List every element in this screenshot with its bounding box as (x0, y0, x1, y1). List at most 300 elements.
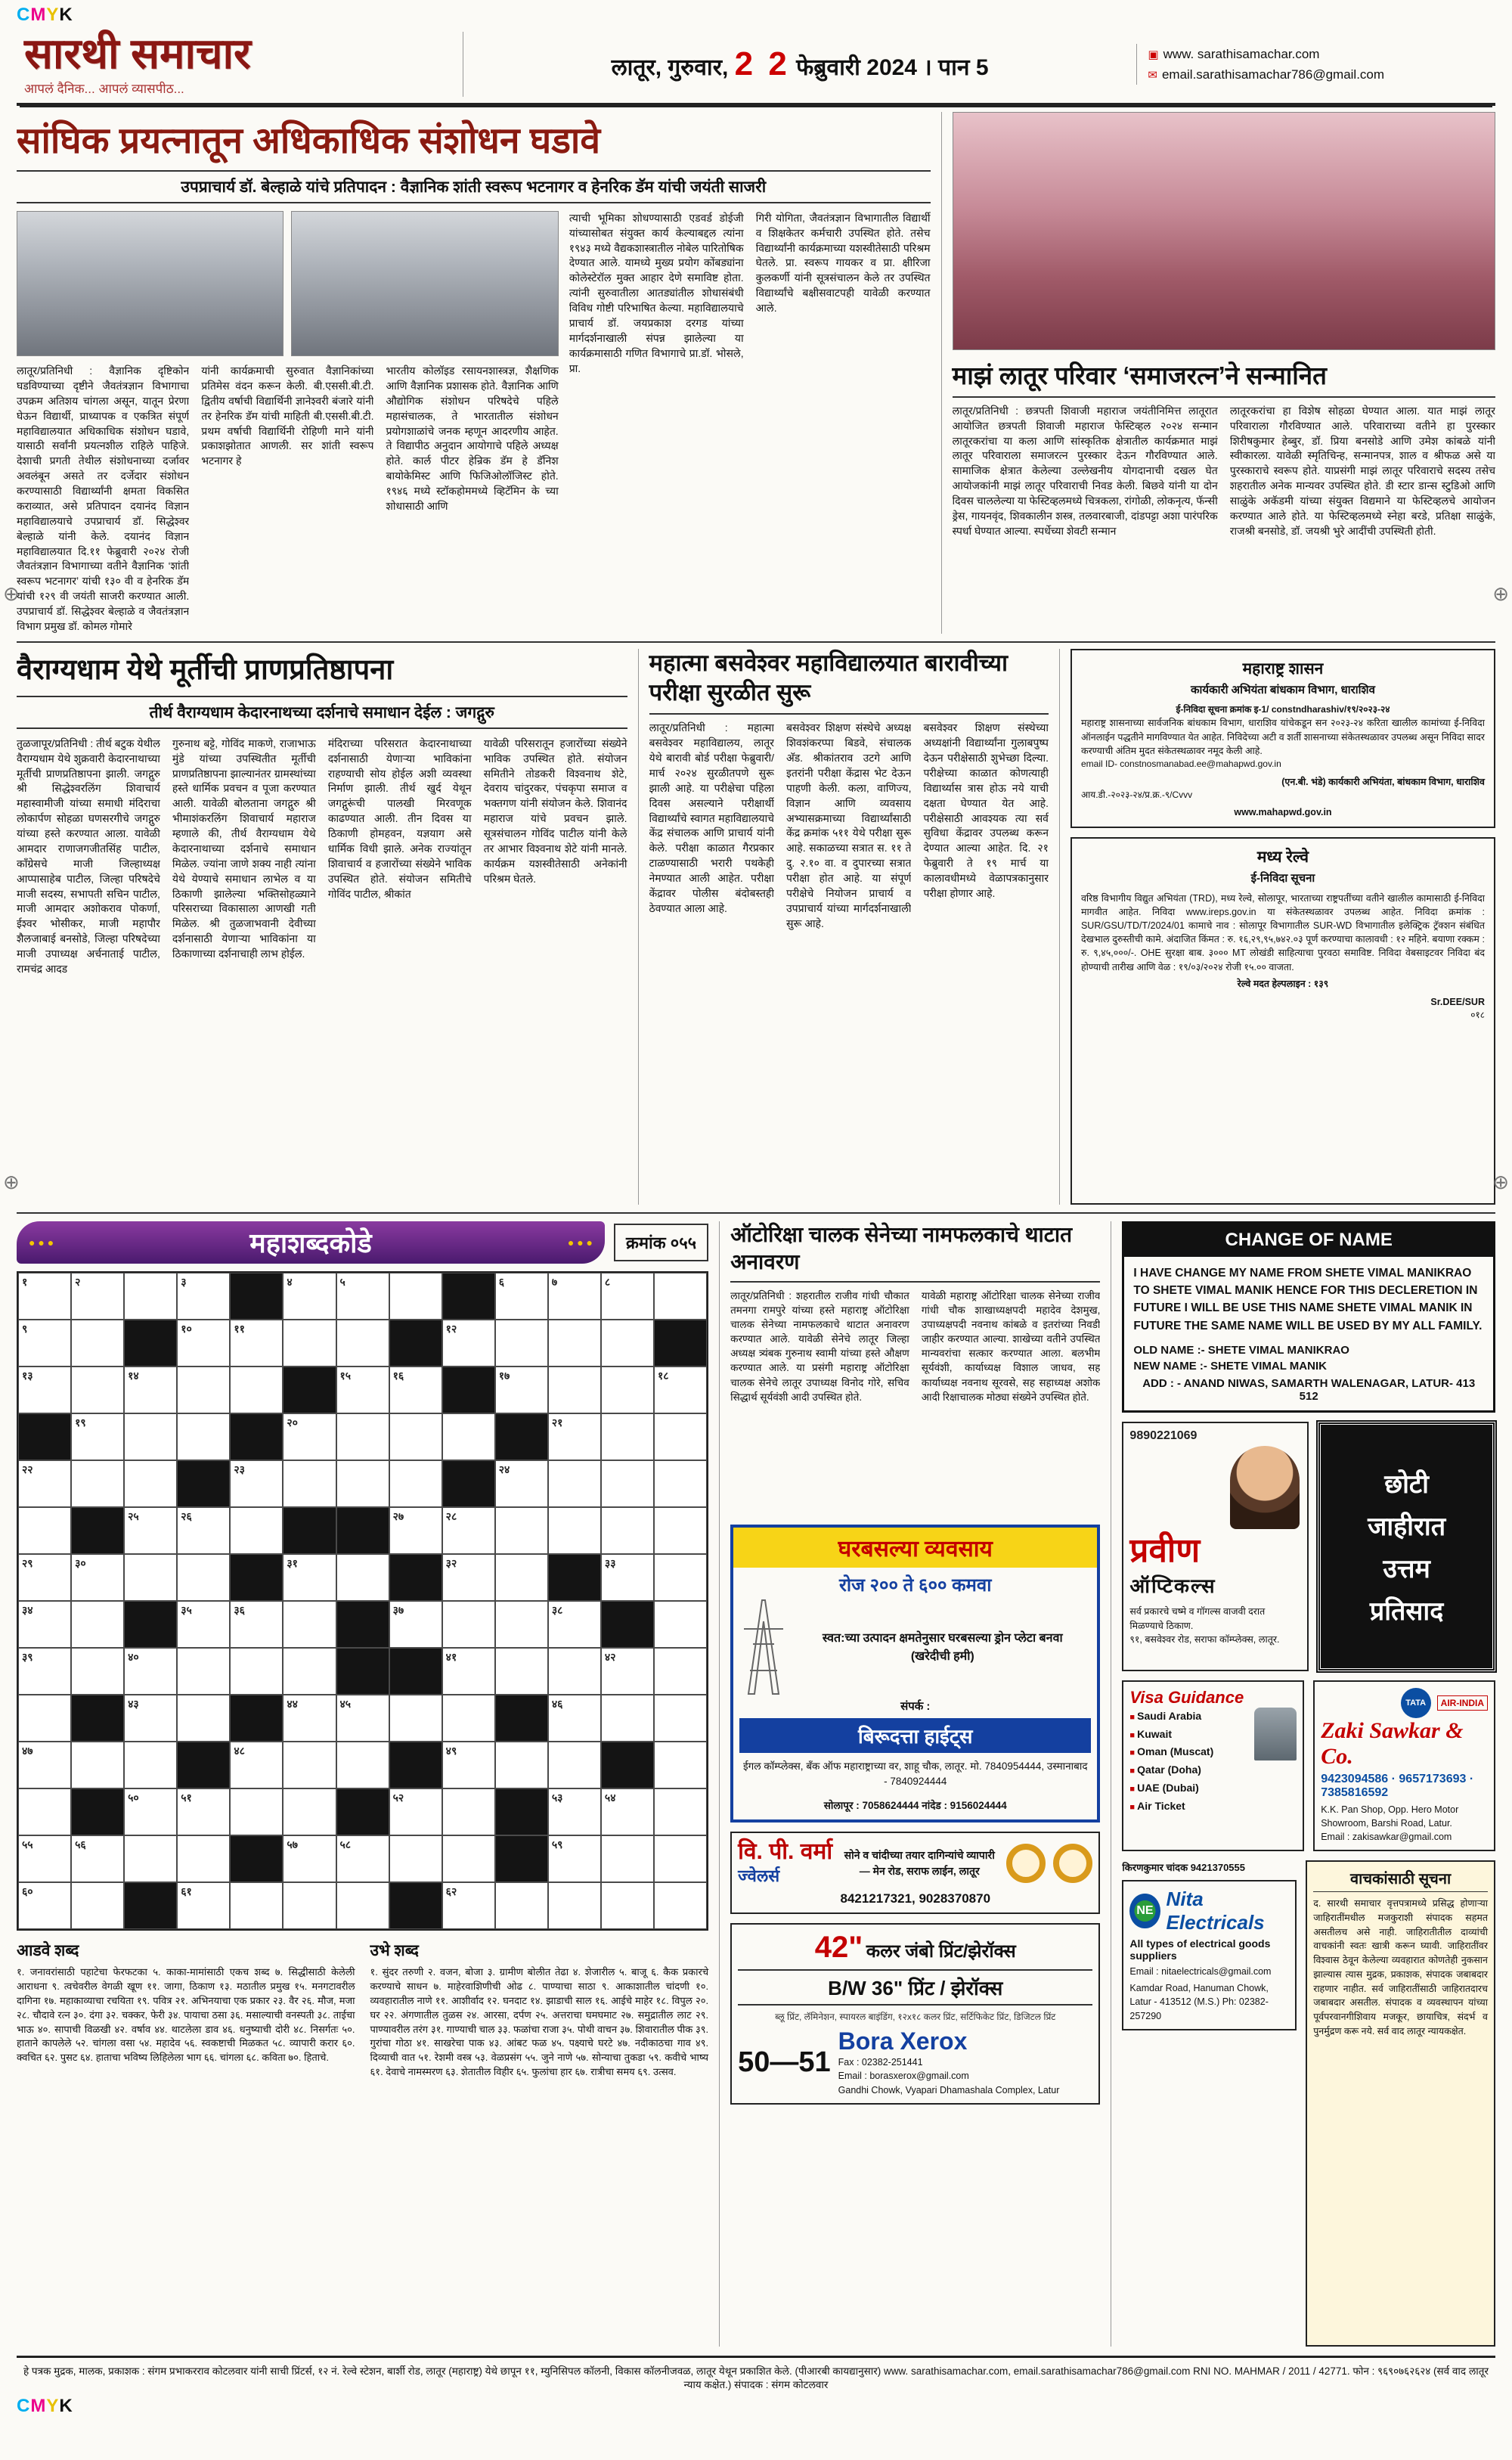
crossword-cell[interactable] (495, 1460, 548, 1507)
mid-section (17, 641, 1495, 1205)
crossword-cell[interactable] (177, 1554, 230, 1601)
crossword-cell-number: २५ (128, 1509, 139, 1522)
cmyk-strip-top: CMYK (17, 5, 73, 25)
crossword-cell-number: ३१ (287, 1556, 298, 1569)
crossword-cell[interactable] (336, 1366, 389, 1413)
crossword-cell-number: ३० (75, 1556, 86, 1569)
crossword-cell[interactable] (389, 1507, 442, 1554)
crossword-cell[interactable] (442, 1320, 495, 1366)
crossword-black-cell (654, 1320, 707, 1366)
crossword-black-cell (283, 1507, 336, 1554)
crossword-cell[interactable] (283, 1601, 336, 1648)
notice-title: मध्य रेल्वे (1256, 848, 1309, 866)
crossword-cell[interactable] (71, 1366, 124, 1413)
ad-title: घरबसल्या व्यवसाय (733, 1528, 1097, 1568)
ad-brand: प्रवीण (1129, 1531, 1201, 1569)
ad-email: Email : zakisawkar@gmail.com (1321, 1832, 1452, 1843)
dateline-city: लातूर, गुरुवार, (611, 54, 729, 80)
crossword-cell[interactable] (442, 1742, 495, 1788)
crossword-cell[interactable] (177, 1413, 230, 1460)
crossword-cell[interactable] (601, 1695, 654, 1742)
samajratna-article (941, 112, 1496, 634)
ad-size-text: 42" (814, 1931, 863, 1965)
article-column: यावेळी परिसरातून हजारोंच्या संख्येने भाविक उपस्थित होते. संयोजन समितीने तोडकरी विश्वनाथ शेटे, देवराय चांदुरकर, पंचकृपा समाज व भक्तगण यांनी संयोजन केले. शिवानंद महाराज यांचे प्रवचन झाले. सूत्रसंचालन गोविंद पाटील यांनी केले तर आभार विश्वनाथ शेटे यांनी मानले. कार्यक्रम यशस्वीतेसाठी अनेकांनी परिश्रम घेतले. (483, 737, 627, 885)
ad-address: K.K. Pan Shop, Opp. Hero Motor Showroom, Barshi Road, Latur. (1321, 1804, 1459, 1829)
cmyk-strip-bottom: CMYK (17, 2395, 73, 2416)
crossword-cell[interactable] (177, 1366, 230, 1413)
crossword-cell[interactable] (71, 1835, 124, 1882)
promo-word: छोटी (1384, 1469, 1429, 1499)
notice-serial: आय.डी.-२०२३-२४/प्र.क्र.-९/Cvvv (1080, 789, 1193, 801)
crossword-cell[interactable] (283, 1413, 336, 1460)
change-of-name-notice (1122, 1221, 1495, 1413)
crossword-cell[interactable] (654, 1788, 707, 1835)
vairagyadham-subhead: तीर्थ वैराग्यधाम केदारनाथच्या दर्शनाचे समाधान देईल : जगद्गुरु (17, 696, 627, 729)
crossword-cell[interactable] (495, 1320, 548, 1366)
crossword-black-cell (230, 1695, 283, 1742)
crossword-title-banner (17, 1221, 605, 1264)
ad-type: ऑप्टिकल्स (1129, 1574, 1216, 1597)
ad-address: ९१, बसवेश्वर रोड, सराफा कॉम्प्लेक्स, लातूर. (1129, 1634, 1280, 1646)
crossword-cell[interactable] (601, 1413, 654, 1460)
down-clues-text: १. सुंदर तरुणी २. वजन, बोजा ३. ग्रामीण बोलीत तेढा ४. शेजारील ५. बाजू ६. कैक प्रकारचे करण्याचे साधन ७. माहेरवाशिणीची ओढ ८. पाण्याचा साठा ९. आकाशातील चांदणी १०. व्यवहारातील नाणे ११. आशीर्वाद १२. घनदाट १४. झाडाची साल १६. आईचे माहेर १८. विपुल २०. घर २२. अंगणातील तुळस २४. आरसा, दर्पण २५. अत्तराचा घमघमाट २७. समुद्रातील लाट २९. पाण्यावरील तरंग ३१. गाण्याची चाल ३३. फळांचा राजा ३५. पोथी वाचन ३७. शिवारातील पीक ३९. गुरांचा गोठा ४१. साखरेचा पाक ४३. आंबट फळ ४५. पक्ष्याचे घरटे ४७. नदीकाठचा गाव ४९. दिव्याची वात ५१. रेशमी वस्त्र ५३. वेळप्रसंग ५५. जुने नाणे ५७. सोन्याचा तुकडा ५९. कवीचे भाष्य ६१. देवाचे नामस्मरण ६३. शेतातील विहीर ६५. फुलांचा हार ६७. रात्रीचा समय ६९. उत्सव. (370, 1966, 709, 2078)
crossword-cell[interactable] (71, 1413, 124, 1460)
ad-address: Kamdar Road, Hanuman Chowk, Latur - 413512 (M.S.) Ph: 02382-257290 (1129, 1983, 1269, 2021)
crossword-cell[interactable] (230, 1601, 283, 1648)
vairagyadham-article (17, 649, 638, 1205)
notice-dept: कार्यकारी अभियंता बांधकाम विभाग, धाराशिव (1190, 684, 1375, 697)
crossword-cell[interactable] (442, 1507, 495, 1554)
crossword-cell[interactable] (389, 1413, 442, 1460)
crossword-cell[interactable] (442, 1695, 495, 1742)
crossword-black-cell (389, 1320, 442, 1366)
crossword-cell-number: ६२ (445, 1885, 457, 1897)
crossword-cell[interactable] (71, 1273, 124, 1320)
across-clues-text: १. जनावरांसाठी पहाटेचा फेरफटका ५. काका-मामांसाठी एकच शब्द ७. सिद्धीसाठी केलेली आराधना ९. त्वचेवरील वेगळी खूण ११. जागा, ठिकाण १३. मठातील प्रमुख १५. मनगटावरील दागिना १७. महाकाव्याचा रचयिता १९. पवित्र २१. अभिनयाचा एक प्रकार २३. वैर २६. मौज, मजा २८. चौदावे रत्न ३०. दंगा ३२. चक्कर, फेरी ३४. पायाचा ठसा ३६. मसाल्याची वनस्पती ३८. ताईचा भाऊ ४०. सापाची विळखी ४२. वर्षाव ४४. थाटलेला डाव ४६. धनुष्याची दोरी ४८. निसर्गतः ५०. हाताने कापलेले ५२. चांगला वसा ५४. महादेव ५६. स्वकष्टाची मिळकत ५८. व्यापारी करार ६०. क्वचित ६२. पुसट ६४. हाताचा भविष्य लिहिलेला भाग ६६. चांगला ६८. कविता ७०. हिताचे. (17, 1966, 355, 2064)
crossword-cell[interactable] (177, 1320, 230, 1366)
tata-logo: TATA (1401, 1688, 1431, 1718)
crossword-cell-number: ६० (22, 1885, 33, 1897)
crossword-black-cell (389, 1554, 442, 1601)
header-contact (1136, 44, 1488, 85)
crossword-cell[interactable] (336, 1695, 389, 1742)
crossword-cell[interactable] (18, 1320, 71, 1366)
crossword-cell[interactable] (601, 1835, 654, 1882)
crossword-cell-number: ४४ (287, 1697, 298, 1710)
crossword-cell[interactable] (336, 1835, 389, 1882)
crossword-cell[interactable] (177, 1882, 230, 1929)
ad-phones: 9423094586 · 9657173693 · 7385816592 (1321, 1772, 1474, 1799)
promo-word: प्रतिसाद (1369, 1596, 1444, 1626)
crossword-cell[interactable] (548, 1320, 601, 1366)
crossword-cell[interactable] (18, 1601, 71, 1648)
crossword-cell[interactable] (18, 1507, 71, 1554)
basaveshwar-article (638, 649, 1059, 1205)
crossword-cell[interactable] (18, 1742, 71, 1788)
crossword-cell[interactable] (389, 1460, 442, 1507)
crossword-black-cell (495, 1413, 548, 1460)
crossword-cell[interactable] (124, 1460, 177, 1507)
registration-mark: ⊕ (1492, 582, 1509, 605)
crossword-cell[interactable] (71, 1554, 124, 1601)
article-column: त्याची भूमिका शोधण्यासाठी एडवर्ड डोईजी यांच्यासोबत संयुक्त कार्य केल्याबद्दल त्यांना १९४३ मध्ये वैद्यकशास्त्रातील नोबेल पारितोषिक देण्यात आले. यामध्ये मुख्य प्रयोग कोंबड्यांना कोलेस्टेरॉल मुक्त आहार देणे समाविष्ट होता. त्यांनी सुरुवातीला आतड्यांतील शोधासंबंधी विविध गोष्टी परिभाषित केल्या. महाविद्यालयाचे प्राचार्य डॉ. जयप्रकाश दरगड यांच्या मार्गदर्शनाखाली संपन्न झालेल्या या कार्यक्रमासाठी गणित विभागाचे प्रा.डॉ. भोसले, प्रा. (569, 211, 744, 374)
crossword-cell[interactable] (18, 1695, 71, 1742)
varma-jewellers-ad (730, 1832, 1100, 1914)
crossword-black-cell (495, 1835, 548, 1882)
crossword-cell[interactable] (283, 1554, 336, 1601)
crossword-cell[interactable] (124, 1835, 177, 1882)
crossword-cell[interactable] (654, 1554, 707, 1601)
crossword-cell-number: २ (75, 1275, 81, 1288)
crossword-cell[interactable] (548, 1413, 601, 1460)
crossword-cell[interactable] (548, 1788, 601, 1835)
crossword-cell[interactable] (601, 1882, 654, 1929)
crossword-cell[interactable] (495, 1273, 548, 1320)
page-header (17, 27, 1495, 106)
ad-line: B/W 36" प्रिंट / झेरॉक्स (738, 1969, 1092, 2006)
crossword-cell[interactable] (495, 1601, 548, 1648)
vairagyadham-headline: वैराग्यधाम येथे मूर्तीची प्राणप्रतिष्ठापना (17, 653, 394, 686)
crossword-cell[interactable] (336, 1413, 389, 1460)
crossword-cell-number: ७ (551, 1275, 558, 1288)
crossword-cell[interactable] (124, 1788, 177, 1835)
crossword-cell-number: १६ (392, 1369, 404, 1382)
lower-right-column (1111, 1221, 1495, 2347)
pravin-opticals-ad (1122, 1422, 1309, 1671)
crossword-cell[interactable] (601, 1554, 654, 1601)
crossword-cell[interactable] (230, 1788, 283, 1835)
notice-sign: Sr.DEE/SUR (1430, 996, 1485, 1007)
notice-body: महाराष्ट्र शासनाच्या सार्वजनिक बांधकाम विभाग, धाराशिव यांचेकडून सन २०२३-२४ करिता खालील कामांच्या ई-निविदा ऑनलाईन पद्धतीने मागविण्यात येत आहेत. निविदेच्या अटी व शर्ती शासनाच्या संकेतस्थळावर उपलब्ध असून निविदा सादर करण्याची अंतिम मुदत संकेतस्थळावर नमूद केली आहे. (1080, 718, 1485, 756)
notice-serial: ०१८ (1470, 1009, 1485, 1020)
crossword-cell-number: ५४ (604, 1791, 616, 1804)
crossword-cell[interactable] (71, 1882, 124, 1929)
crossword-cell[interactable] (124, 1695, 177, 1742)
ad-description: सोने व चांदीच्या तयार दागिन्यांचे व्यापारी — मेन रोड, सराफ लाईन, लातूर (844, 1848, 995, 1877)
ad-phones: सोलापूर : 7058624444 नांदेड : 9156024444 (823, 1800, 1007, 1812)
registration-mark: ⊕ (3, 582, 20, 605)
crossword-cell[interactable] (495, 1507, 548, 1554)
visa-item: ■ Oman (Muscat) (1129, 1743, 1297, 1761)
crossword-cell[interactable] (18, 1788, 71, 1835)
ad-body: स्वत:च्या उत्पादन क्षमतेनुसार घरबसल्या ड्रोन प्लेटा बनवा (खरेदीची हमी) (822, 1631, 1063, 1663)
registration-mark: ⊕ (3, 1171, 20, 1193)
crossword-cell[interactable] (230, 1507, 283, 1554)
crossword-cell[interactable] (389, 1835, 442, 1882)
mail-icon: ✉ (1148, 68, 1157, 82)
advertiser-name: किरणकुमार चांदक (1122, 1862, 1188, 1874)
article-column: तुळजापूर/प्रतिनिधी : तीर्थ बटुक येथील वैराग्यधाम येथे शुक्रवारी केदारनाथाच्या मूर्तीची प्राणप्रतिष्ठापना झाली. जगद्गुरु श्री सिद्धेश्वरलिंग शिवाचार्य महास्वामीजी यांच्या समाधी मंदिराचा लोकार्पण सोहळा घणसरगीचे जगद्गुरु यांच्या हस्ते करण्यात आला. यावेळी आमदार राणाजगजीतसिंह पाटील, काँग्रेसचे माजी जिल्हाध्यक्ष आप्पासाहेब पाटील, जिल्हा परिषदेचे माजी सदस्य, सभापती सचिन पाटील, माजी आमदार अशोकराव पोकर्णा, ईश्वर भोसीकर, माजी महापौर शैलजाबाई बनसोडे, जिल्हा परिषदेच्या माजी उपाध्यक्ष अर्चनाताई पाटील, रामचंद्र आदड (17, 737, 160, 975)
transmission-tower-image (739, 1599, 788, 1697)
crossword-cell[interactable] (548, 1882, 601, 1929)
autorickshaw-headline: ऑटोरिक्षा चालक सेनेच्या नामफलकाचे थाटात अनावरण (730, 1221, 1100, 1283)
dateline-rest: फेब्रुवारी 2024 । पान 5 (796, 54, 989, 80)
crossword-black-cell (548, 1554, 601, 1601)
ad-address: ईगल कॉम्प्लेक्स, बँक ऑफ महाराष्ट्राच्या वर, शाहू चौक, लातूर. मो. 7840954444, उस्मानाबाद - 7840924444 (742, 1760, 1088, 1787)
article-column: भारतीय कोलॉइड रसायनशास्त्रज्ञ, शैक्षणिक आणि वैज्ञानिक प्रशासक होते. वैज्ञानिक आणि औद्योगिक संशोधन परिषदेचे पहिले महासंचालक, ते भारतातील संशोधन प्रयोगशाळांचे जनक म्हणून आदरणीय आहेत. ते विद्यापीठ अनुदान आयोगाचे पहिले अध्यक्ष होते. कार्ल पीटर हेन्रिक डॅम हे डॅनिश बायोकेमिस्ट आणि फिजिओलॉजिस्ट होते. १९४६ मध्ये स्टॉकहोममध्ये व्हिटॅमिन के च्या शोधासाठी आणि (386, 365, 559, 512)
crossword-cell[interactable] (71, 1742, 124, 1788)
crossword-cell[interactable] (495, 1554, 548, 1601)
across-clues-title: आडवे शब्द (17, 1941, 79, 1959)
crossword-cell[interactable] (654, 1695, 707, 1742)
crossword-cell[interactable] (389, 1366, 442, 1413)
crossword-cell[interactable] (601, 1273, 654, 1320)
crossword-cell[interactable] (601, 1507, 654, 1554)
notice-title: CHANGE OF NAME (1124, 1224, 1493, 1257)
crossword-cell[interactable] (601, 1648, 654, 1695)
gold-bangle-image (1006, 1844, 1046, 1883)
crossword-cell[interactable] (495, 1742, 548, 1788)
crossword-cell[interactable] (18, 1366, 71, 1413)
crossword-cell[interactable] (177, 1601, 230, 1648)
crossword-cell[interactable] (601, 1460, 654, 1507)
crossword-cell-number: ५६ (75, 1838, 86, 1850)
crossword-cell[interactable] (601, 1366, 654, 1413)
crossword-cell[interactable] (283, 1460, 336, 1507)
crossword-cell[interactable] (177, 1788, 230, 1835)
crossword-cell[interactable] (601, 1788, 654, 1835)
crossword-black-cell (601, 1742, 654, 1788)
crossword-black-cell (177, 1742, 230, 1788)
crossword-cell[interactable] (654, 1460, 707, 1507)
crossword-black-cell (389, 1742, 442, 1788)
crossword-cell[interactable] (336, 1882, 389, 1929)
crossword-cell[interactable] (654, 1742, 707, 1788)
crossword-cell[interactable] (124, 1507, 177, 1554)
crossword-cell[interactable] (283, 1835, 336, 1882)
lead-subhead: उपप्राचार्य डॉ. बेल्हाळे यांचे प्रतिपादन : वैज्ञानिक शांती स्वरूप भटनागर व हेनरिक डॅम यांची जयंती साजरी (17, 170, 931, 203)
crossword-cell-number: ३४ (22, 1603, 33, 1616)
crossword-black-cell (230, 1835, 283, 1882)
masthead-tagline: आपलं दैनिक... आपलं व्यासपीठ... (24, 81, 184, 96)
crossword-cell[interactable] (336, 1554, 389, 1601)
crossword-cell[interactable] (18, 1273, 71, 1320)
crossword-cell[interactable] (230, 1882, 283, 1929)
crossword-cell-number: ३५ (181, 1603, 192, 1616)
crossword-black-cell (18, 1413, 71, 1460)
crossword-number: क्रमांक ०५५ (614, 1224, 708, 1261)
crossword-cell[interactable] (124, 1413, 177, 1460)
readers-notice (1306, 1860, 1495, 2347)
crossword-cell[interactable] (495, 1882, 548, 1929)
crossword-cell-number: २४ (498, 1463, 510, 1475)
lead-headline: सांघिक प्रयत्नातून अधिकाधिक संशोधन घडावे (17, 120, 601, 161)
crossword-cell[interactable] (18, 1882, 71, 1929)
crossword-cell[interactable] (230, 1648, 283, 1695)
ad-brand: वि. पी. वर्मा (738, 1839, 833, 1865)
registration-mark: ⊕ (1492, 1171, 1509, 1193)
crossword-cell[interactable] (283, 1742, 336, 1788)
crossword-grid (17, 1271, 708, 1931)
crossword-cell[interactable] (389, 1695, 442, 1742)
crossword-cell[interactable] (548, 1507, 601, 1554)
lower-section (17, 1212, 1495, 2347)
crossword-cell[interactable] (548, 1366, 601, 1413)
crossword-cell[interactable] (654, 1413, 707, 1460)
crossword-cell[interactable] (442, 1648, 495, 1695)
crossword-black-cell (336, 1507, 389, 1554)
crossword-cell[interactable] (230, 1320, 283, 1366)
crossword-cell[interactable] (71, 1601, 124, 1648)
crossword-cell[interactable] (230, 1366, 283, 1413)
crossword-cell[interactable] (548, 1273, 601, 1320)
crossword-cell-number: २० (287, 1416, 298, 1429)
crossword-cell[interactable] (18, 1835, 71, 1882)
ad-title: Visa Guidance (1129, 1687, 1244, 1707)
basaveshwar-headline: महात्मा बसवेश्वर महाविद्यालयात बारावीच्या परीक्षा सुरळीत सुरू (649, 649, 1049, 715)
crossword-cell-number: ४९ (445, 1744, 457, 1757)
ad-type: ज्वेलर्स (738, 1866, 780, 1886)
crossword-cell-number: १५ (339, 1369, 352, 1382)
visa-item: ■ Air Ticket (1129, 1798, 1297, 1816)
event-photo-1 (17, 211, 284, 356)
crossword-cell[interactable] (548, 1695, 601, 1742)
gold-bangle-image (1053, 1844, 1092, 1883)
article-column: गुरुनाथ बट्टे, गोविंद माकणे, राजाभाऊ मुंडे यांच्या उपस्थितीत मूर्तीची प्राणप्रतिष्ठापना झाल्यानंतर ग्रामस्थांच्या हस्ते धार्मिक प्रवचन व पूजा करण्यात आली. यावेळी बोलताना जगद्गुरु श्री भीमाशंकरलिंग शिवाचार्य महाराज म्हणाले की, तीर्थ वैराग्यधाम येथे केदारनाथाच्या दर्शनाचे समाधान मिळेल. ज्यांना जाणे शक्य नाही त्यांना येथे येण्याचे समाधान लाभेल व या ठिकाणी झालेल्या भक्तिसोहळ्याने परिसराच्या विकासाला आणखी गती मिळेल. श्री तुळजाभवानी देवीच्या दर्शनासाठी येणाऱ्या भाविकांना या ठिकाणाच्या दर्शनाचाही लाभ होईल. (172, 737, 316, 960)
crossword-cell[interactable] (336, 1742, 389, 1788)
railway-tender-notice (1070, 837, 1495, 1205)
national-emblem-image (1254, 1708, 1297, 1760)
crossword-cell[interactable] (389, 1273, 442, 1320)
ad-earn-line: रोज २०० ते ६०० कमवा (839, 1574, 992, 1596)
crossword-cell[interactable] (177, 1835, 230, 1882)
crossword-cell[interactable] (495, 1648, 548, 1695)
crossword-cell[interactable] (654, 1507, 707, 1554)
crossword-cell[interactable] (177, 1273, 230, 1320)
crossword-black-cell (124, 1882, 177, 1929)
visa-item: ■ Kuwait (1129, 1726, 1297, 1744)
crossword-cell[interactable] (548, 1460, 601, 1507)
new-name-line: NEW NAME :- SHETE VIMAL MANIK (1133, 1359, 1327, 1373)
crossword-black-cell (71, 1695, 124, 1742)
crossword-cell[interactable] (124, 1366, 177, 1413)
address-line: ADD : - ANAND NIWAS, SAMARTH WALENAGAR, LATUR- 413 512 (1142, 1376, 1476, 1403)
crossword-black-cell (495, 1695, 548, 1742)
crossword-black-cell (230, 1273, 283, 1320)
crossword-cell-number: ५२ (392, 1791, 404, 1804)
crossword-cell[interactable] (283, 1273, 336, 1320)
visa-guidance-ad (1122, 1680, 1304, 1851)
crossword-black-cell (336, 1788, 389, 1835)
crossword-cell[interactable] (283, 1695, 336, 1742)
crossword-cell-number: ६१ (181, 1885, 192, 1897)
crossword-cell[interactable] (548, 1742, 601, 1788)
crossword-cell[interactable] (442, 1835, 495, 1882)
crossword-cell-number: २९ (22, 1556, 33, 1569)
crossword-cell[interactable] (283, 1788, 336, 1835)
crossword-cell[interactable] (601, 1320, 654, 1366)
crossword-cell[interactable] (283, 1320, 336, 1366)
crossword-cell[interactable] (442, 1882, 495, 1929)
old-name-line: OLD NAME :- SHETE VIMAL MANIKRAO (1133, 1343, 1349, 1357)
ad-phone: 9890221069 (1129, 1429, 1198, 1442)
crossword-cell-number: ५७ (287, 1838, 298, 1850)
notice-web: www.mahapwd.gov.in (1234, 806, 1332, 817)
crossword-cell[interactable] (654, 1601, 707, 1648)
crossword-cell[interactable] (177, 1507, 230, 1554)
crossword-cell[interactable] (18, 1554, 71, 1601)
crossword-cell[interactable] (654, 1648, 707, 1695)
crossword-cell[interactable] (548, 1648, 601, 1695)
crossword-black-cell (389, 1648, 442, 1695)
crossword-cell[interactable] (654, 1273, 707, 1320)
crossword-cell-number: १० (181, 1322, 192, 1335)
crossword-cell[interactable] (495, 1366, 548, 1413)
crossword-cell[interactable] (389, 1788, 442, 1835)
crossword-cell[interactable] (442, 1413, 495, 1460)
crossword-cell[interactable] (18, 1648, 71, 1695)
crossword-cell-number: ३८ (551, 1603, 563, 1616)
email-text: email.sarathisamachar786@gmail.com (1161, 67, 1385, 82)
article-column: लातूरकरांचा हा विशेष सोहळा घेण्यात आला. यात माझं लातूर परिवाराला गौरविण्यात आले. परिवाराच्या वतीने हा पुरस्कार शिरीषकुमार हेब्बुर, डॉ. प्रिया बनसोडे आणि उमेश कांबळे यांनी स्वीकारला. यावेळी स्मृतिचिन्ह, सन्मानपत्र, शाल व श्रीफळ असे या पुरस्काराचे स्वरूप होते. याप्रसंगी माझं लातूर परिवाराचे सदस्य तसेच शहरातील अनेक मान्यवर उपस्थित होते. डी स्टार डान्स स्टुडिओ आणि साळुंके अकॅडमी यांच्या संयुक्त विद्यमाने या फेस्टिव्हलचे आयोजन करण्यात आले होते. या फेस्टिव्हलमध्ये स्नेहा बरडे, प्रतिक्षा साळुंके, राजश्री बनसोडे, डॉ. जयश्री भुरे आदींची उपस्थिती होती. (1229, 404, 1495, 537)
crossword-cell-number: १३ (22, 1369, 33, 1382)
notice-sign: (एन.बी. भंडे) कार्यकारी अभियंता, बांधकाम विभाग, धाराशिव (1281, 777, 1485, 788)
crossword-black-cell (336, 1648, 389, 1695)
crossword-cell[interactable] (124, 1648, 177, 1695)
crossword-cell-number: ५३ (551, 1791, 563, 1804)
samajratna-headline: माझं लातूर परिवार ‘समाजरत्न’ने सन्मानित (953, 350, 1496, 398)
crossword-cell[interactable] (442, 1554, 495, 1601)
crossword-cell-number: ४३ (128, 1697, 139, 1710)
crossword-cell[interactable] (442, 1788, 495, 1835)
crossword-cell[interactable] (336, 1273, 389, 1320)
crossword-cell[interactable] (124, 1554, 177, 1601)
crossword-cell[interactable] (548, 1835, 601, 1882)
ad-line: सर्व प्रकारचे चष्मे व गॉगल्स वाजवी दरात मिळण्याचे ठिकाण. (1129, 1605, 1266, 1631)
crossword-cell[interactable] (230, 1460, 283, 1507)
article-column: लातूर/प्रतिनिधी : महात्मा बसवेश्वर महाविद्यालय, लातूर येथे बारावी बोर्ड परीक्षा फेब्रुवारी/मार्च २०२४ सुरळीतपणे सुरू झाली आहे. या परीक्षेचा पहिला दिवस असल्याने परीक्षार्थी विद्यार्थ्यांचे स्वागत महाविद्यालयाचे केंद्र संचालक आणि प्राचार्य यांनी केले. परीक्षा काळात गैरप्रकार टाळण्यासाठी भरारी पथकेही नेमण्यात आली आहेत. परीक्षा केंद्रावर पोलीस बंदोबस्तही ठेवण्यात आला आहे. (649, 721, 774, 914)
crossword-cell[interactable] (442, 1601, 495, 1648)
crossword-cell[interactable] (336, 1460, 389, 1507)
crossword-black-cell (336, 1601, 389, 1648)
crossword-black-cell (124, 1320, 177, 1366)
crossword-cell[interactable] (283, 1882, 336, 1929)
crossword-black-cell (124, 1601, 177, 1648)
notice-body: द. सारथी समाचार वृत्तपत्रामध्ये प्रसिद्ध होणाऱ्या जाहिरातींमधील मजकुराशी संपादक सहमत असतीलच असे नाही. जाहिरातीतील दाव्यांची वाचकांनी स्वतः खात्री करून घ्यावी. जाहिरातींवर विश्वास ठेवून केलेल्या व्यवहारात कोणतेही नुकसान झाल्यास त्यास मुद्रक, प्रकाशक, संपादक जबाबदार राहणार नाहीत. सर्व जाहिरातींसाठी जाहिरातदारच जबाबदार असतील. संपादक व व्यवस्थापन यांच्या पूर्वपरवानगीशिवाय मजकूर, छायाचित्र, संदर्भ व पुनर्मुद्रण करू नये. सर्व वाद लातूर न्यायकक्षेत. (1313, 1898, 1488, 2037)
award-photo (953, 112, 1496, 350)
crossword-cell-number: १८ (658, 1369, 669, 1382)
crossword-cell-number: ४१ (445, 1650, 457, 1663)
article-column: लातूर/प्रतिनिधी : वैज्ञानिक दृष्टिकोन घडविण्याच्या दृष्टीने जैवतंत्रज्ञान विभागाचा उपक्रम अतिशय चांगला असून, यातून प्रेरणा घेऊन विद्यार्थी, प्राध्यापक व एकत्रित संपूर्ण महाविद्यालयात अधिकाधिक संशोधन घडावे, यासाठी सर्वांनी प्रयत्नशील राहिले पाहिजे. देशाची प्रगती तेथील संशोधनाच्या दर्जावर अवलंबून असते तर दर्जेदार संशोधन करण्यासाठी विद्यार्थ्यांनी क्षमता विकसित कराव्यात, असे प्रतिपादन दयानंद विज्ञान महाविद्यालयाचे उपप्राचार्य डॉ. सिद्धेश्वर बेल्हाळे यांनी केले. दयानंद विज्ञान महाविद्यालयात दि.११ फेब्रुवारी २०२४ रोजी जैवतंत्रज्ञान विभागाच्या वतीने वैज्ञानिक ‘शांती स्वरूप भटनागर’ यांची १३० वी व हेनरिक डॅम यांची १२९ वी जयंती साजरी करण्यात आली. उपप्राचार्य डॉ. सिद्धेश्वर बेल्हाळे व जैवतंत्रज्ञान विभाग प्रमुख डॉ. कोमल गोमारे (17, 365, 190, 632)
crossword-cell[interactable] (71, 1648, 124, 1695)
crossword-cell[interactable] (71, 1460, 124, 1507)
crossword-cell[interactable] (18, 1460, 71, 1507)
crossword-cell[interactable] (654, 1366, 707, 1413)
crossword-cell[interactable] (283, 1648, 336, 1695)
crossword-cell-number: ४ (287, 1275, 293, 1288)
crossword-cell[interactable] (124, 1742, 177, 1788)
crossword-cell[interactable] (389, 1601, 442, 1648)
crossword-cell[interactable] (654, 1835, 707, 1882)
crossword-cell[interactable] (177, 1695, 230, 1742)
crossword-cell-number: ३७ (392, 1603, 404, 1616)
crossword-cell[interactable] (71, 1320, 124, 1366)
pwd-tender-notice (1070, 649, 1495, 828)
ad-services: ब्लू प्रिंट, लॅमिनेशन, स्पायरल बाइंडिंग, १२x१८ कलर प्रिंट, सर्टिफिकेट प्रिंट, डिजिटल प्रिंट (775, 2012, 1056, 2023)
lead-section (17, 112, 1495, 634)
ad-contact-label: संपर्क : (900, 1699, 931, 1713)
crossword-cell[interactable] (124, 1273, 177, 1320)
crossword-cell[interactable] (548, 1601, 601, 1648)
crossword-cell-number: ५ (339, 1275, 345, 1288)
crossword-cell[interactable] (654, 1882, 707, 1929)
railway-helpline: रेल्वे मदत हेल्पलाइन : १३९ (1237, 978, 1329, 989)
crossword-cell[interactable] (230, 1742, 283, 1788)
crossword-cell[interactable] (336, 1320, 389, 1366)
crossword-black-cell (389, 1882, 442, 1929)
crossword-black-cell (71, 1507, 124, 1554)
crossword-cell[interactable] (177, 1648, 230, 1695)
